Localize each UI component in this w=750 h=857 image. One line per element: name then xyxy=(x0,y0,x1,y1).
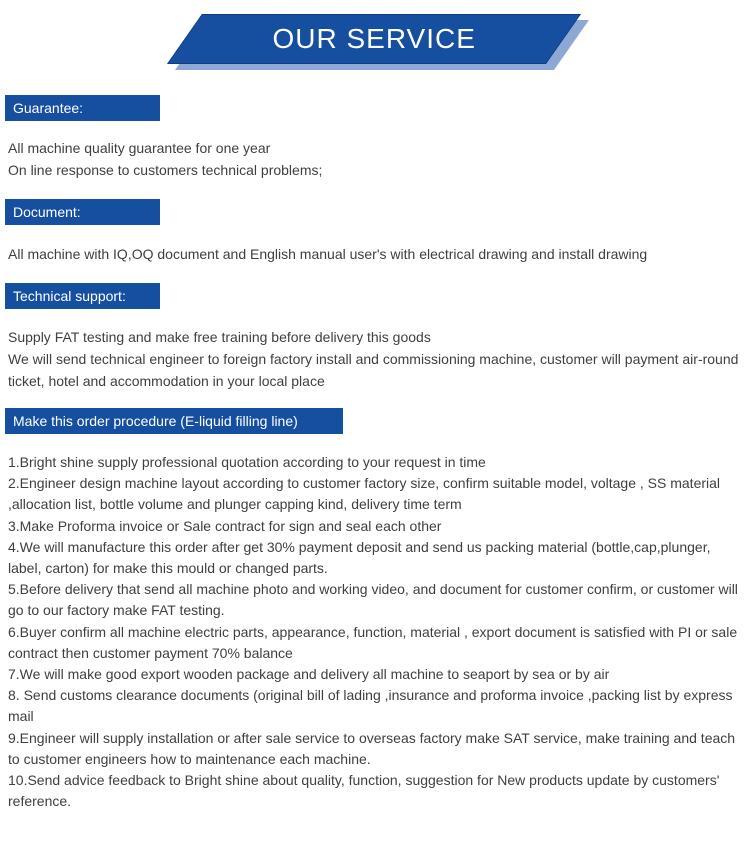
section-body-order-procedure xyxy=(0,452,750,812)
section-body-technical-support xyxy=(0,326,750,392)
paragraph: 4.We will manufacture this order after get 30% payment deposit and send us packing material (bottle,cap,plunger, label, carton) for make this mould or changed parts. xyxy=(8,538,711,577)
paragraph: We will send technical engineer to foreign factory install and commissioning machine, customer will payment air-round ticket, hotel and accommodation in your local place xyxy=(8,351,739,389)
section-header-label: Document: xyxy=(13,204,81,220)
paragraph: Supply FAT testing and make free training before delivery this goods xyxy=(8,329,431,345)
section-header-document xyxy=(5,199,160,225)
paragraph: 1.Bright shine supply professional quotation according to your request in time xyxy=(8,454,486,470)
paragraph: On line response to customers technical problems; xyxy=(8,162,323,178)
page-title: OUR SERVICE xyxy=(272,23,476,54)
paragraph: All machine with IQ,OQ document and English manual user's with electrical drawing and install drawing xyxy=(8,246,648,262)
paragraph: 7.We will make good export wooden package and delivery all machine to seaport by sea or by air xyxy=(8,666,610,683)
paragraph: 5.Before delivery that send all machine photo and working video, and document for customer confirm, or customer will go to our factory make FAT testing. xyxy=(8,581,738,619)
paragraph: 6.Buyer confirm all machine electric parts, appearance, function, material , export document is satisfied with PI or sale contract then customer payment 70% balance xyxy=(8,623,738,661)
paragraph: 8. Send customs clearance documents (original bill of lading ,insurance and proforma invoice ,packing list by express mail xyxy=(8,687,733,725)
paragraph: All machine quality guarantee for one year xyxy=(8,140,271,156)
section-header-technical-support xyxy=(5,283,160,309)
paragraph: 3.Make Proforma invoice or Sale contract for sign and seal each other xyxy=(8,517,442,534)
section-header-label: Guarantee: xyxy=(13,100,84,116)
paragraph: 10.Send advice feedback to Bright shine about quality, function, suggestion for New products update by customers' reference. xyxy=(8,772,720,810)
section-header-label: Technical support: xyxy=(13,288,126,304)
paragraph: 2.Engineer design machine layout according to customer factory size, confirm suitable model, voltage , SS material ,allocation list, bottle volume and plunger capping kind, delivery time term xyxy=(8,475,721,513)
banner-parallelogram xyxy=(167,14,581,64)
section-header-guarantee xyxy=(5,95,160,121)
section-body-document xyxy=(0,243,750,265)
service-banner xyxy=(0,0,750,78)
section-header-order-procedure xyxy=(5,408,343,434)
section-header-label: Make this order procedure (E-liquid filling line) xyxy=(13,413,298,429)
section-body-guarantee xyxy=(0,137,750,181)
paragraph: 9.Engineer will supply installation or after sale service to overseas factory make SAT service, make training and teach to customer engineers how to maintenance each machine. xyxy=(8,729,736,767)
